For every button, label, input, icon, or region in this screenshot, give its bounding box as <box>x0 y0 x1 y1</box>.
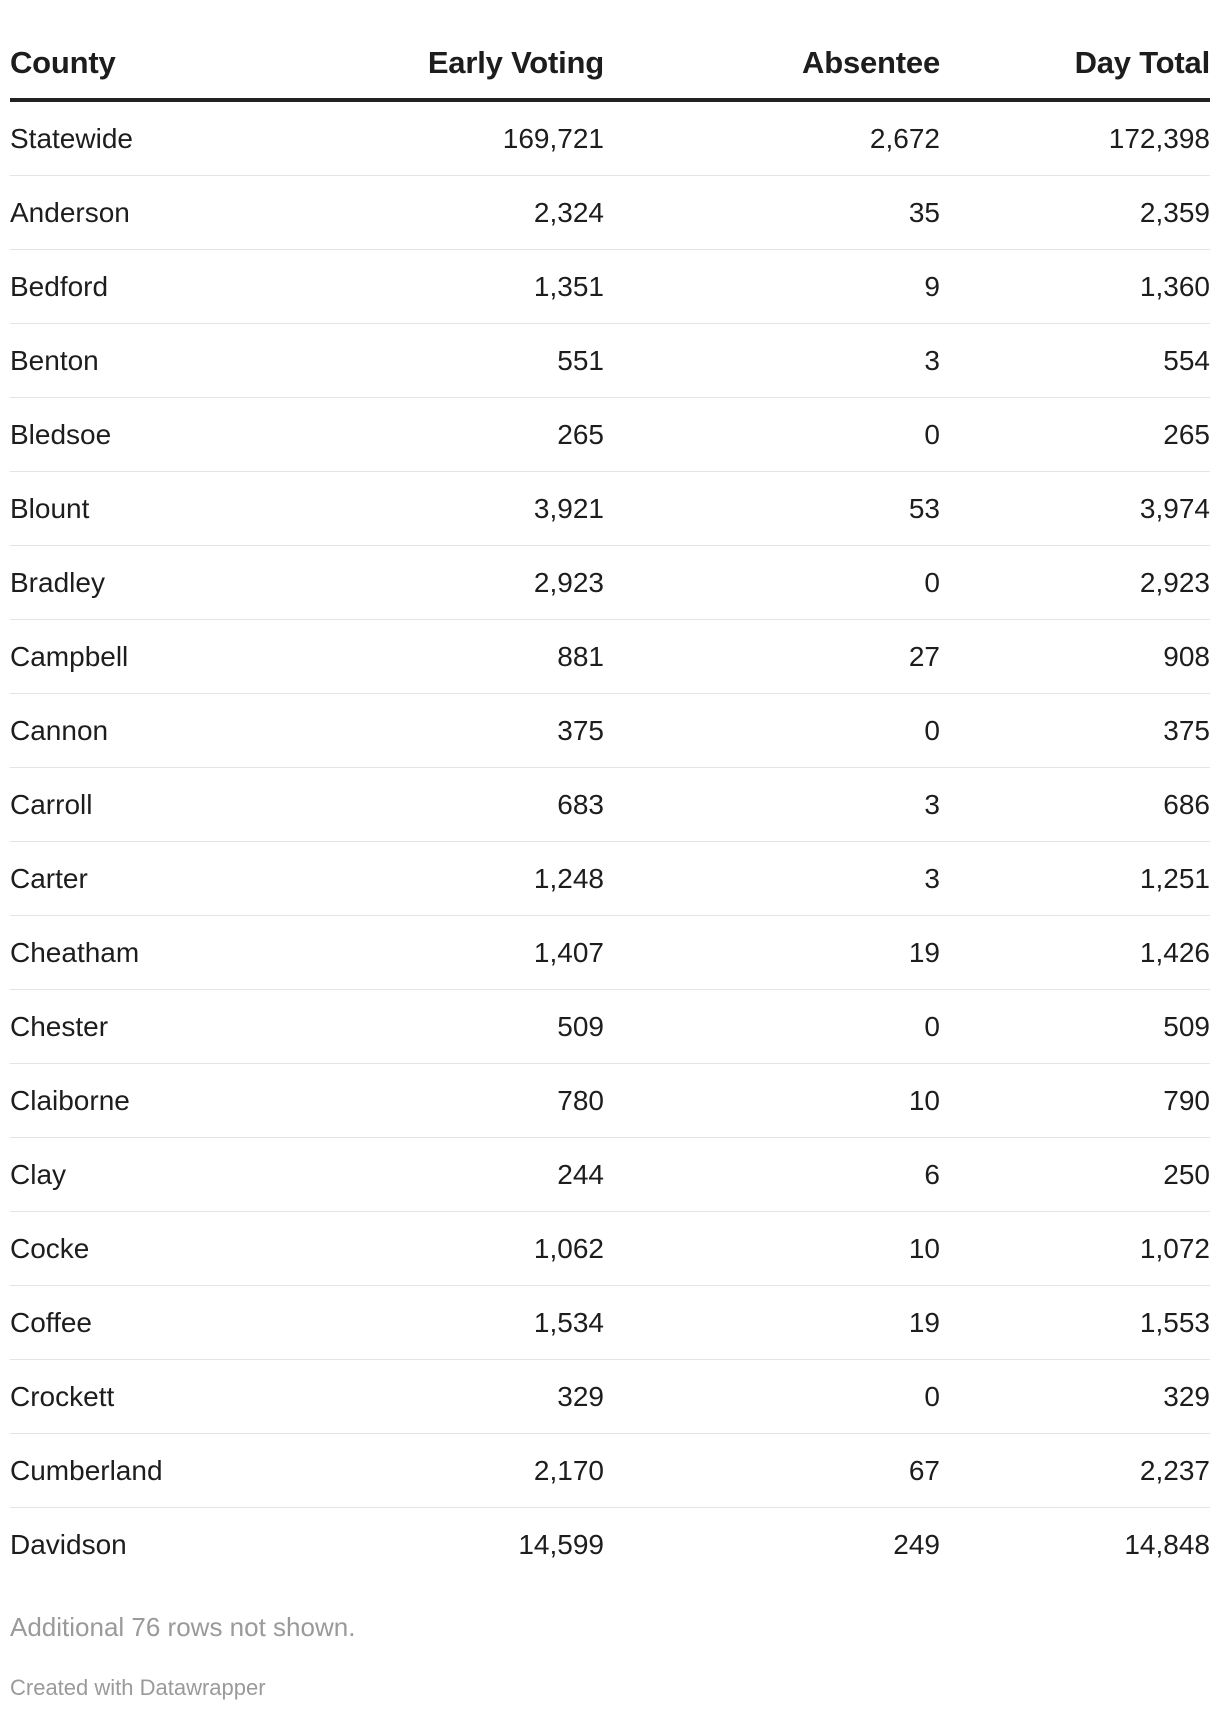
cell-county: Coffee <box>10 1286 310 1360</box>
cell-day-total: 1,072 <box>940 1212 1210 1286</box>
table-row <box>10 620 1210 694</box>
table-row <box>10 1360 1210 1434</box>
cell-day-total: 554 <box>940 324 1210 398</box>
data-table <box>10 28 1210 1581</box>
table-container <box>10 28 1210 1703</box>
table-row <box>10 694 1210 768</box>
cell-county: Statewide <box>10 100 310 176</box>
table-row <box>10 1064 1210 1138</box>
cell-county: Clay <box>10 1138 310 1212</box>
cell-absentee: 35 <box>604 176 940 250</box>
table-row <box>10 1508 1210 1582</box>
cell-county: Cannon <box>10 694 310 768</box>
table-row <box>10 398 1210 472</box>
cell-absentee: 0 <box>604 398 940 472</box>
cell-early-voting: 1,534 <box>310 1286 604 1360</box>
cell-county: Claiborne <box>10 1064 310 1138</box>
cell-day-total: 14,848 <box>1124 1528 1210 1560</box>
table-row <box>10 100 1210 176</box>
table-row <box>10 1138 1210 1212</box>
table-body <box>10 100 1210 1581</box>
cell-absentee: 19 <box>604 1286 940 1360</box>
table-row <box>10 1434 1210 1508</box>
cell-county: Benton <box>10 324 310 398</box>
cell-county: Bledsoe <box>10 398 310 472</box>
cell-absentee: 0 <box>604 694 940 768</box>
cell-day-total: 686 <box>940 768 1210 842</box>
cell-early-voting: 1,407 <box>310 916 604 990</box>
cell-day-total: 1,426 <box>940 916 1210 990</box>
cell-county: Cocke <box>10 1212 310 1286</box>
cell-day-total: 329 <box>940 1360 1210 1434</box>
cell-absentee: 9 <box>604 250 940 324</box>
cell-absentee: 249 <box>893 1528 940 1560</box>
cell-early-voting: 3,921 <box>310 472 604 546</box>
cell-early-voting: 2,170 <box>310 1434 604 1508</box>
column-header-early-voting[interactable]: Early Voting <box>310 28 604 100</box>
cell-day-total: 172,398 <box>940 100 1210 176</box>
table-row <box>10 916 1210 990</box>
cell-early-voting: 14,599 <box>518 1528 604 1560</box>
column-header-county[interactable]: County <box>10 28 310 100</box>
table-row <box>10 1212 1210 1286</box>
cell-absentee: 53 <box>604 472 940 546</box>
cell-early-voting: 1,351 <box>310 250 604 324</box>
cell-absentee: 67 <box>604 1434 940 1508</box>
cell-absentee: 19 <box>604 916 940 990</box>
cell-early-voting: 1,248 <box>310 842 604 916</box>
cell-day-total: 265 <box>940 398 1210 472</box>
table-row <box>10 472 1210 546</box>
cell-county: Carter <box>10 842 310 916</box>
rows-not-shown-note: Additional 76 rows not shown. <box>10 1612 356 1642</box>
table-row <box>10 176 1210 250</box>
cell-county: Campbell <box>10 620 310 694</box>
table-row <box>10 842 1210 916</box>
cell-early-voting: 780 <box>310 1064 604 1138</box>
cell-absentee: 0 <box>604 1360 940 1434</box>
cell-early-voting: 244 <box>310 1138 604 1212</box>
cell-early-voting: 329 <box>310 1360 604 1434</box>
cell-day-total: 1,251 <box>940 842 1210 916</box>
cell-day-total: 375 <box>940 694 1210 768</box>
header-row <box>10 28 1210 100</box>
column-header-day-total[interactable]: Day Total <box>940 28 1210 100</box>
cell-day-total: 2,237 <box>940 1434 1210 1508</box>
cell-absentee: 27 <box>604 620 940 694</box>
cell-day-total: 1,553 <box>940 1286 1210 1360</box>
cell-early-voting: 551 <box>310 324 604 398</box>
cell-county: Cumberland <box>10 1434 310 1508</box>
cell-day-total: 908 <box>940 620 1210 694</box>
cell-early-voting: 509 <box>310 990 604 1064</box>
cell-county: Crockett <box>10 1360 310 1434</box>
table-row <box>10 990 1210 1064</box>
cell-absentee: 6 <box>604 1138 940 1212</box>
cell-absentee: 2,672 <box>604 100 940 176</box>
cell-early-voting: 375 <box>310 694 604 768</box>
cell-absentee: 3 <box>604 324 940 398</box>
cell-day-total: 250 <box>940 1138 1210 1212</box>
cell-county: Carroll <box>10 768 310 842</box>
cell-county: Anderson <box>10 176 310 250</box>
cell-absentee: 10 <box>604 1064 940 1138</box>
cell-early-voting: 265 <box>310 398 604 472</box>
datawrapper-credit[interactable]: Created with Datawrapper <box>10 1675 266 1700</box>
cell-absentee: 0 <box>604 990 940 1064</box>
table-row <box>10 250 1210 324</box>
table-row <box>10 546 1210 620</box>
cell-day-total: 2,923 <box>940 546 1210 620</box>
cell-absentee: 10 <box>604 1212 940 1286</box>
cell-early-voting: 2,324 <box>310 176 604 250</box>
cell-county: Cheatham <box>10 916 310 990</box>
cell-county: Blount <box>10 472 310 546</box>
cell-early-voting: 683 <box>310 768 604 842</box>
cell-day-total: 2,359 <box>940 176 1210 250</box>
cell-early-voting: 169,721 <box>310 100 604 176</box>
cell-absentee: 3 <box>604 768 940 842</box>
table-row <box>10 324 1210 398</box>
cell-day-total: 509 <box>940 990 1210 1064</box>
column-header-absentee[interactable]: Absentee <box>604 28 940 100</box>
table-header <box>10 28 1210 100</box>
cell-early-voting: 2,923 <box>310 546 604 620</box>
cell-early-voting: 1,062 <box>310 1212 604 1286</box>
cell-day-total: 1,360 <box>940 250 1210 324</box>
table-row <box>10 768 1210 842</box>
cell-county: Davidson <box>10 1528 127 1560</box>
cell-county: Bradley <box>10 546 310 620</box>
cell-absentee: 3 <box>604 842 940 916</box>
cell-day-total: 3,974 <box>940 472 1210 546</box>
cell-early-voting: 881 <box>310 620 604 694</box>
table-row <box>10 1286 1210 1360</box>
cell-day-total: 790 <box>940 1064 1210 1138</box>
cell-county: Chester <box>10 990 310 1064</box>
cell-county: Bedford <box>10 250 310 324</box>
cell-absentee: 0 <box>604 546 940 620</box>
